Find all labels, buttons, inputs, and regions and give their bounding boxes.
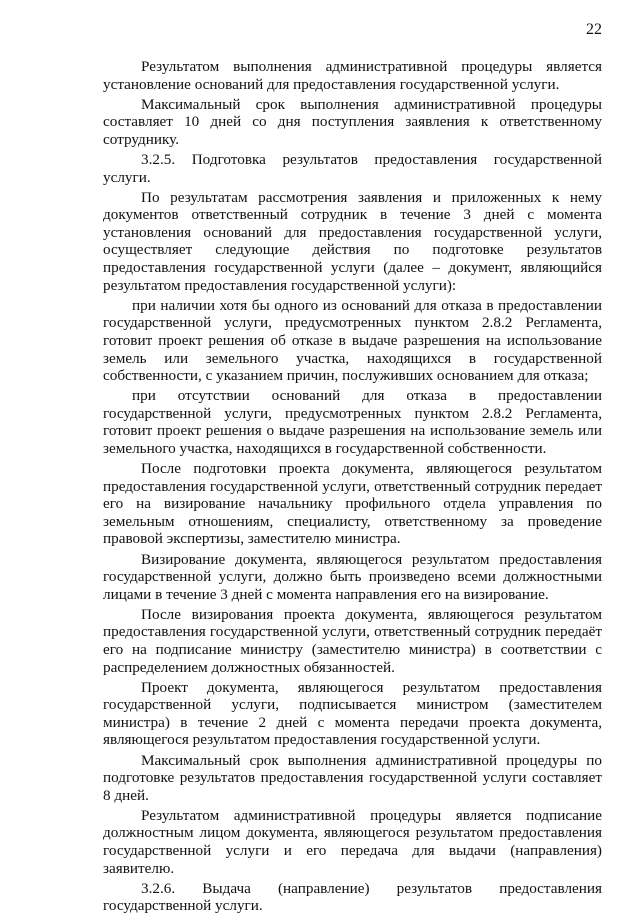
document-body: [103, 58, 602, 917]
paragraph: Результатом выполнения административной процедуры является установление оснований для предоставления государственной услуги.: [103, 58, 602, 93]
list-item: при отсутствии оснований для отказа в предоставлении государственной услуги, предусмотренных пунктом 2.8.2 Регламента, готовит проект решения о выдаче разрешения на использование земель или земельного участка, находящихся в государственной собственности.: [103, 387, 602, 457]
paragraph: Максимальный срок выполнения административной процедуры по подготовке результатов предоставления государственной услуги составляет 8 дней.: [103, 751, 602, 804]
paragraph: После визирования проекта документа, являющегося результатом предоставления государственной услуги, ответственный сотрудник передаёт его на подписание министру (заместителю министра) в соответствии с распределением должностных обязанностей.: [103, 605, 602, 676]
paragraph: После подготовки проекта документа, являющегося результатом предоставления государственной услуги, ответственный сотрудник передает его на визирование начальнику профильного отдела управления по земельным отношениям, специалисту, ответственному за проведение правовой экспертизы, заместителю министра.: [103, 460, 602, 548]
list-item: при наличии хотя бы одного из оснований для отказа в предоставлении государственной услуги, предусмотренных пунктом 2.8.2 Регламента, готовит проект решения об отказе в выдаче разрешения на использование земель или земельного участка, находящихся в государственной собственности, с указанием причин, послуживших основанием для отказа;: [103, 296, 602, 385]
section-heading-3-2-6: 3.2.6. Выдача (направление) результатов предоставления государственной услуги.: [103, 879, 602, 915]
paragraph: Визирование документа, являющегося результатом предоставления государственной услуги, должно быть произведено всеми должностными лицами в течение 3 дней с момента направления его на визирование.: [103, 550, 602, 603]
paragraph: Результатом административной процедуры является подписание должностным лицом документа, являющегося результатом предоставления государственной услуги и его передача для выдачи (направления) заявителю.: [103, 806, 602, 877]
paragraph: Максимальный срок выполнения административной процедуры составляет 10 дней со дня поступления заявления к ответственному сотруднику.: [103, 95, 602, 148]
paragraph: Проект документа, являющегося результатом предоставления государственной услуги, подписывается министром (заместителем министра) в течение 2 дней с момента передачи проекта документа, являющегося результатом предоставления государственной услуги.: [103, 678, 602, 749]
paragraph: По результатам рассмотрения заявления и приложенных к нему документов ответственный сотрудник в течение 3 дней с момента установления оснований для предоставления государственной услуги, осуществляет следующие действия по подготовке результатов предоставления государственной услуги (далее – документ, являющийся результатом предоставления государственной услуги):: [103, 188, 602, 294]
section-heading-3-2-5: 3.2.5. Подготовка результатов предоставления государственной услуги.: [103, 150, 602, 186]
page-number: 22: [586, 21, 602, 38]
